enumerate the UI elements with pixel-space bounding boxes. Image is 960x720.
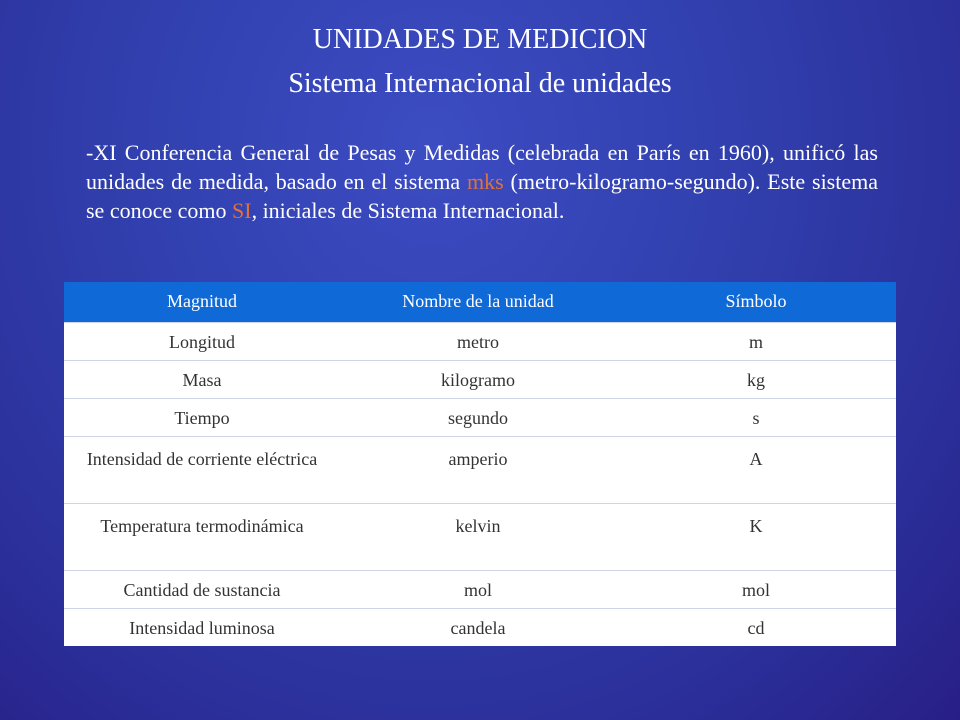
cell-simbolo: K xyxy=(749,515,763,536)
cell-magnitud: Longitud xyxy=(169,331,235,352)
si-highlight: SI xyxy=(232,198,252,223)
cell-simbolo: s xyxy=(752,407,760,428)
cell-magnitud: Cantidad de sustancia xyxy=(123,579,281,600)
cell-simbolo: cd xyxy=(747,617,765,638)
header-nombre-unidad: Nombre de la unidad xyxy=(402,291,554,312)
cell-unidad: metro xyxy=(457,331,499,352)
table-row xyxy=(64,360,896,398)
header-magnitud: Magnitud xyxy=(167,291,237,312)
cell-unidad: mol xyxy=(463,579,492,600)
slide-title: UNIDADES DE MEDICION xyxy=(312,24,648,55)
paragraph-text-3: , iniciales de Sistema Internacional. xyxy=(251,198,565,223)
table-row xyxy=(64,322,896,360)
table-row xyxy=(64,503,896,570)
cell-magnitud: Tiempo xyxy=(174,407,230,428)
cell-unidad: candela xyxy=(450,617,506,638)
paragraph-text-2: (metro-kilogramo-segundo). Este sistema se conoce como xyxy=(86,169,878,223)
cell-unidad: kelvin xyxy=(455,515,501,536)
slide-subtitle: Sistema Internacional de unidades xyxy=(288,68,672,99)
cell-unidad: segundo xyxy=(448,407,508,428)
intro-paragraph xyxy=(86,138,878,225)
table-row xyxy=(64,398,896,436)
cell-magnitud: Temperatura termodinámica xyxy=(100,515,304,536)
table-header-row xyxy=(64,282,896,322)
paragraph-text-1: -XI Conferencia General de Pesas y Medidas (celebrada en París en 1960), unificó las unidades de medida, basado en el sistema xyxy=(86,140,878,194)
units-table-container xyxy=(64,282,896,646)
mks-highlight: mks xyxy=(466,169,504,194)
table-row xyxy=(64,570,896,608)
cell-simbolo: kg xyxy=(747,369,765,390)
header-simbolo: Símbolo xyxy=(725,291,787,312)
cell-unidad: amperio xyxy=(448,448,508,469)
units-table xyxy=(64,282,896,646)
cell-unidad: kilogramo xyxy=(441,369,515,390)
cell-magnitud: Intensidad luminosa xyxy=(129,617,275,638)
cell-simbolo: mol xyxy=(741,579,770,600)
table-row xyxy=(64,436,896,503)
table-row xyxy=(64,608,896,646)
cell-magnitud: Intensidad de corriente eléctrica xyxy=(86,448,318,469)
cell-simbolo: m xyxy=(748,331,763,352)
cell-magnitud: Masa xyxy=(182,369,222,390)
cell-simbolo: A xyxy=(749,448,763,469)
